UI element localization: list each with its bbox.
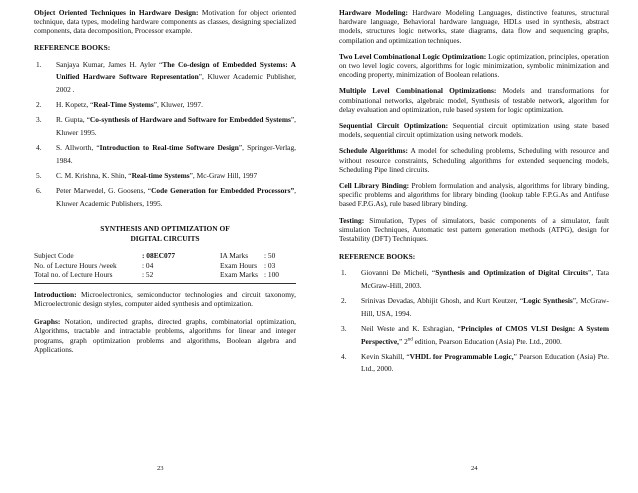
subject-details-table [34,251,296,280]
section-heading: Schedule Algorithms: [339,146,408,156]
exam-marks-label: Exam Marks [220,270,258,280]
section-paragraph [339,8,609,45]
section-paragraph [339,216,609,244]
ref-number: 1. [36,59,42,69]
ref-title: Code Generation for Embedded Processors” [151,186,295,196]
page-number-left: 23 [157,465,164,472]
subject-title-line2: DIGITAL CIRCUITS [130,233,200,243]
ref-authors: C. M. Krishna, K. Shin, “ [56,171,132,181]
ref-number: 4. [36,143,42,153]
ia-marks-label: IA Marks [220,251,249,261]
ref-publisher: ”, Tata McGraw-Hill, 2003. [361,268,609,290]
graphs-paragraph [34,317,296,354]
section-heading: Hardware Modeling: [339,8,408,17]
ref-authors: Giovanni De Micheli, “ [361,268,436,278]
ref-publisher: ”, Springer-Verlag, 1984. [56,143,296,165]
ref-number: 5. [36,171,42,181]
subject-details-row [34,261,296,271]
section-heading: Sequential Circuit Optimization: [339,121,449,131]
reference-item [339,351,609,376]
ia-marks-value: : 50 [264,251,276,261]
subject-code-value: : 08EC077 [142,251,176,261]
ref-title: Introduction to Real-time Software Design [99,143,239,153]
ref-title: Principles of CMOS VLSI Design: A System Perspective, [361,324,609,346]
section-paragraph [339,121,609,139]
hours-per-week-label: No. of Lecture Hours /week [34,260,117,270]
ref-number: 3. [36,115,42,125]
ref-publisher: ”, Kluwer 1995. [56,115,296,137]
section-heading: Cell Library Binding: [339,181,410,191]
ref-authors: Kevin Skahill, “ [361,351,410,361]
intro-text: Microelectronics, semiconductor technologies and circuit taxonomy, Microelectronic design styles, computer aided synthesis and optimization. [34,289,296,308]
ref-publisher: ”, Kluwer, 1997. [153,100,203,110]
ref-authors: R. Gupta, “ [56,115,90,125]
section-paragraph [339,146,609,174]
graphs-heading: Graphs: [34,317,61,327]
ref-number: 3. [341,324,347,334]
right-page [339,8,609,379]
oot-heading: Object Oriented Techniques in Hardware Design: [34,8,199,17]
ref-publisher: ”, Mc-Graw Hill, 1997 [189,171,258,181]
ref-publisher: ”, Kluwer Academic Publisher, 2002 . [56,72,296,94]
ref-title: Real-Time Systems [93,100,154,110]
section-text: Logic optimization, principles, operation on two level logic covers, algorithms for logic minimization, symbolic minimization and encoding property, minimization of Boolean relations. [339,51,610,80]
subject-title-line1: SYNTHESIS AND OPTIMIZATION OF [100,224,230,234]
hours-per-week-value: : 04 [142,260,154,270]
reference-item [34,142,296,167]
reference-item [339,267,609,292]
section-text: A model for scheduling problems, Scheduling with resource and without resource constraints, Scheduling algorithms for extended sequencing models, Scheduling Pipe lined circuits. [339,146,609,174]
ref-authors: H. Kopetz, “ [56,100,94,110]
ref-number: 6. [36,186,42,196]
ref-publisher: ”, McGraw-Hill, USA, 1994. [361,296,609,318]
exam-hours-label: Exam Hours [220,260,258,270]
ref-publisher: ” Pearson Education (Asia) Pte. Ltd., 2000. [361,351,610,374]
section-heading: Two Level Combinational Logic Optimization: [339,51,487,61]
ref-title: The Co-design of Embedded Systems: A Unified Hardware Software Representation [56,59,296,82]
section-heading: Multiple Level Combinational Optimizations: [339,86,497,96]
ref-number: 2. [341,296,347,306]
ref-title: Real-time Systems [131,171,190,181]
reference-item [339,323,609,348]
reference-heading [339,252,609,261]
section-paragraph [339,52,609,80]
ref-authors: S. Allworth, “ [56,143,100,153]
divider [34,283,296,284]
intro-paragraph [34,290,296,308]
exam-marks-value: : 100 [264,270,279,280]
reference-heading-text: REFERENCE BOOKS: [34,42,111,52]
section-text: Hardware Modeling Languages, distinctive features, structural hardware language, Behavioral hardware language, HDLs used in synthesis, abstract models, structures logic networks, state diagrams, data flow and sequencing graphs, compilation and optimization techniques. [339,8,609,45]
reference-item [34,59,296,96]
reference-heading [34,43,296,52]
reference-item [34,170,296,182]
ref-publisher: , Kluwer Academic Publishers, 1995. [56,186,296,208]
section-text: Problem formulation and analysis, algorithms for library binding, specific problems and algorithms for library binding (lookup table F.P.G.As and Antifuse based F.P.G.As), rule based library binding. [339,181,609,209]
exam-hours-value: : 03 [264,260,276,270]
ref-title: VHDL for Programmable Logic, [409,351,514,361]
intro-heading: Introduction: [34,289,77,299]
ref-number: 4. [341,351,347,361]
section-text: Sequential circuit optimization using state based models, sequential circuit optimization using network models. [339,121,610,140]
ref-title: Synthesis and Optimization of Digital Circuits [435,268,589,278]
reference-item [34,99,296,111]
reference-list [339,267,609,375]
page-number-right: 24 [471,465,478,472]
ref-number: 2. [36,100,42,110]
oot-text: Motivation for object oriented technique, data types, modeling hardware components as classes, designing specialized components, data decomposition, Processor example. [34,8,296,36]
reference-item [339,295,609,320]
section-text: Simulation, Types of simulators, basic components of a simulator, fault simulation Techniques, Automatic test pattern generation methods (ATPG), design for Testability (DFT) Techniques. [339,215,609,244]
section-text: Models and transformations for combinational networks, algebraic model, Synthesis of testable network, algorithm for delay evaluation and optimization, rule based system for logic optimization. [339,86,609,114]
ref-publisher-tail: edition, Pearson Education (Asia) Pte. Ltd., 2000. [412,336,562,346]
ref-authors: Peter Marwedel, G. Goosens, “ [56,186,152,196]
subject-details-row [34,270,296,280]
ref-number: 1. [341,268,347,278]
section-paragraph [339,181,609,209]
total-hours-label: Total no. of Lecture Hours [34,270,113,280]
subject-details-row [34,251,296,261]
ref-authors: Srinivas Devadas, Abhijit Ghosh, and Kurt Keutzer, “ [361,296,524,306]
total-hours-value: : 52 [142,270,154,280]
ref-title: Co-synthesis of Hardware and Software for Embedded Systems [89,115,291,125]
oot-paragraph [34,8,296,36]
section-paragraph [339,86,609,114]
reference-item [34,114,296,139]
subject-code-label: Subject Code [34,251,74,261]
ref-title: Logic Synthesis [523,296,573,306]
ref-authors: Sanjaya Kumar, James H. Ayler “ [56,59,163,69]
reference-heading-text: REFERENCE BOOKS: [339,252,416,262]
left-page [34,8,296,354]
graphs-text: Notation, undirected graphs, directed graphs, combinatorial optimization, Algorithms, tractable and intractable problems, algorithms for linear and integer programs, graph optimization problems and algorithms, Boolean algebra and Applications. [34,317,296,354]
ref-authors: Neil Weste and K. Eshragian, “ [361,324,461,334]
reference-list [34,59,296,210]
ref-superscript: nd [407,337,413,343]
reference-item [34,185,296,210]
subject-title [34,224,296,243]
ref-publisher: ” 2 [398,336,408,346]
section-heading: Testing: [339,215,365,225]
